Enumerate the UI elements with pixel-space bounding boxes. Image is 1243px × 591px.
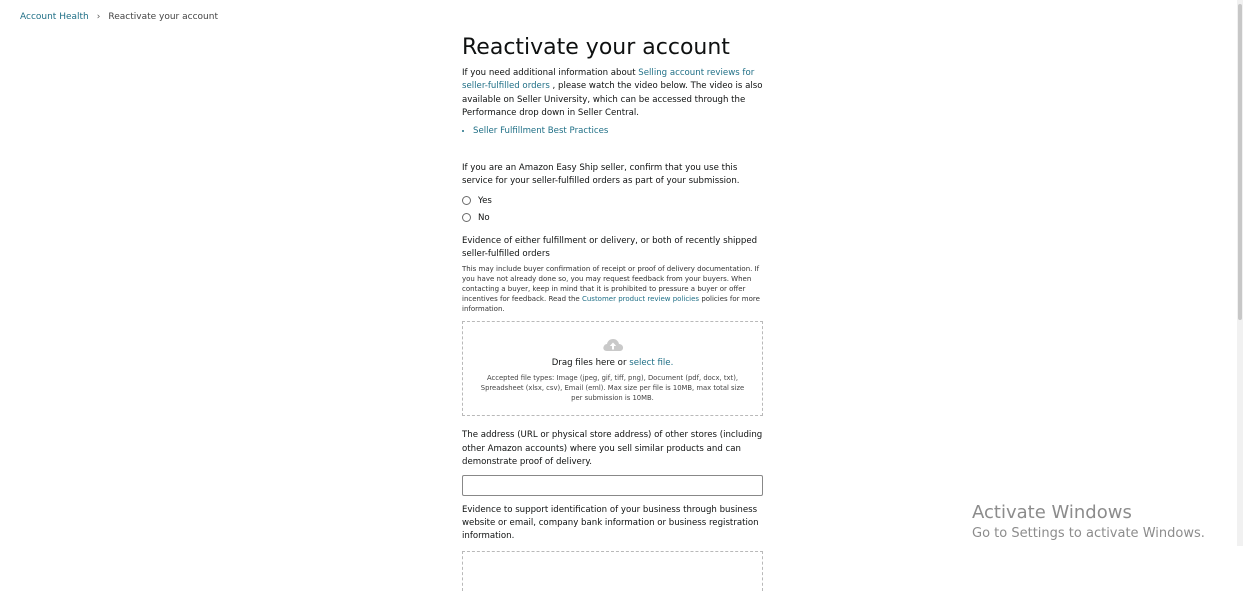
intro-suffix: , please watch the video below. The video is also available on Seller University, which can be accessed through the Performance drop down in Seller Central.: [462, 81, 763, 119]
seller-fulfillment-best-practices-link[interactable]: Seller Fulfillment Best Practices: [473, 125, 609, 136]
evidence-help-text: [462, 264, 765, 314]
intro-prefix: If you need additional information about: [462, 68, 639, 78]
cloud-upload-icon: [602, 338, 624, 352]
list-item: [473, 125, 765, 137]
resource-list: [462, 125, 765, 137]
customer-product-review-policies-link[interactable]: Customer product review policies: [581, 295, 700, 304]
business-evidence-dropzone[interactable]: [462, 551, 763, 591]
easy-ship-radio-group: [462, 192, 765, 226]
accepted-file-types: Accepted file types: Image (jpeg, gif, tiff, png), Document (pdf, docx, txt), Spreadsheet (xlsx, csv), Email (eml). Max size per file is 10MB, max total size per submission is 10MB.: [480, 374, 745, 403]
breadcrumb-account-health-link[interactable]: Account Health: [20, 12, 89, 22]
evidence-help-suffix: policies for more information.: [462, 295, 760, 314]
radio-no-label: No: [478, 212, 490, 223]
easy-ship-question: If you are an Amazon Easy Ship seller, confirm that you use this service for your seller-fulfilled orders as part of your submission.: [462, 162, 740, 187]
dropzone-text: Drag files here or: [551, 358, 630, 369]
business-evidence-question: Evidence to support identification of your business through business website or email, company bank information or business registration information.: [462, 504, 759, 542]
watermark-title: Activate Windows: [972, 502, 1132, 523]
radio-option-no[interactable]: [462, 209, 765, 226]
other-stores-input[interactable]: [462, 475, 763, 496]
scrollbar-thumb[interactable]: [1238, 4, 1242, 320]
watermark-subtitle: Go to Settings to activate Windows.: [972, 526, 1205, 541]
file-dropzone[interactable]: [462, 321, 763, 416]
chevron-right-icon: ›: [96, 12, 101, 22]
other-stores-question: The address (URL or physical store address) of other stores (including other Amazon accounts) where you sell similar products and can demonstrate proof of delivery.: [462, 430, 763, 468]
select-file-link[interactable]: select file.: [629, 358, 674, 369]
radio-yes[interactable]: [462, 196, 471, 205]
radio-yes-label: Yes: [478, 195, 492, 206]
page-scrollbar[interactable]: [1237, 0, 1243, 546]
intro-text: [462, 67, 765, 121]
breadcrumb: [20, 12, 218, 22]
selling-account-reviews-link[interactable]: Selling account reviews for seller-fulfilled orders: [462, 68, 755, 92]
evidence-help-prefix: This may include buyer confirmation of receipt or proof of delivery documentation. If you have not already done so, you may request feedback from your buyers. When contacting a buyer, keep in mind that it is prohibited to pressure a buyer or offer incentives for feedback. Read the: [462, 265, 760, 304]
radio-option-yes[interactable]: [462, 192, 765, 209]
radio-no[interactable]: [462, 213, 471, 222]
page-title: Reactivate your account: [462, 35, 730, 60]
reactivation-form: [462, 34, 765, 591]
evidence-title: Evidence of either fulfillment or delivery, or both of recently shipped seller-fulfilled orders: [462, 236, 758, 260]
breadcrumb-current: Reactivate your account: [108, 12, 218, 22]
windows-activation-watermark: [972, 502, 1205, 544]
dropzone-instruction: [463, 358, 762, 368]
